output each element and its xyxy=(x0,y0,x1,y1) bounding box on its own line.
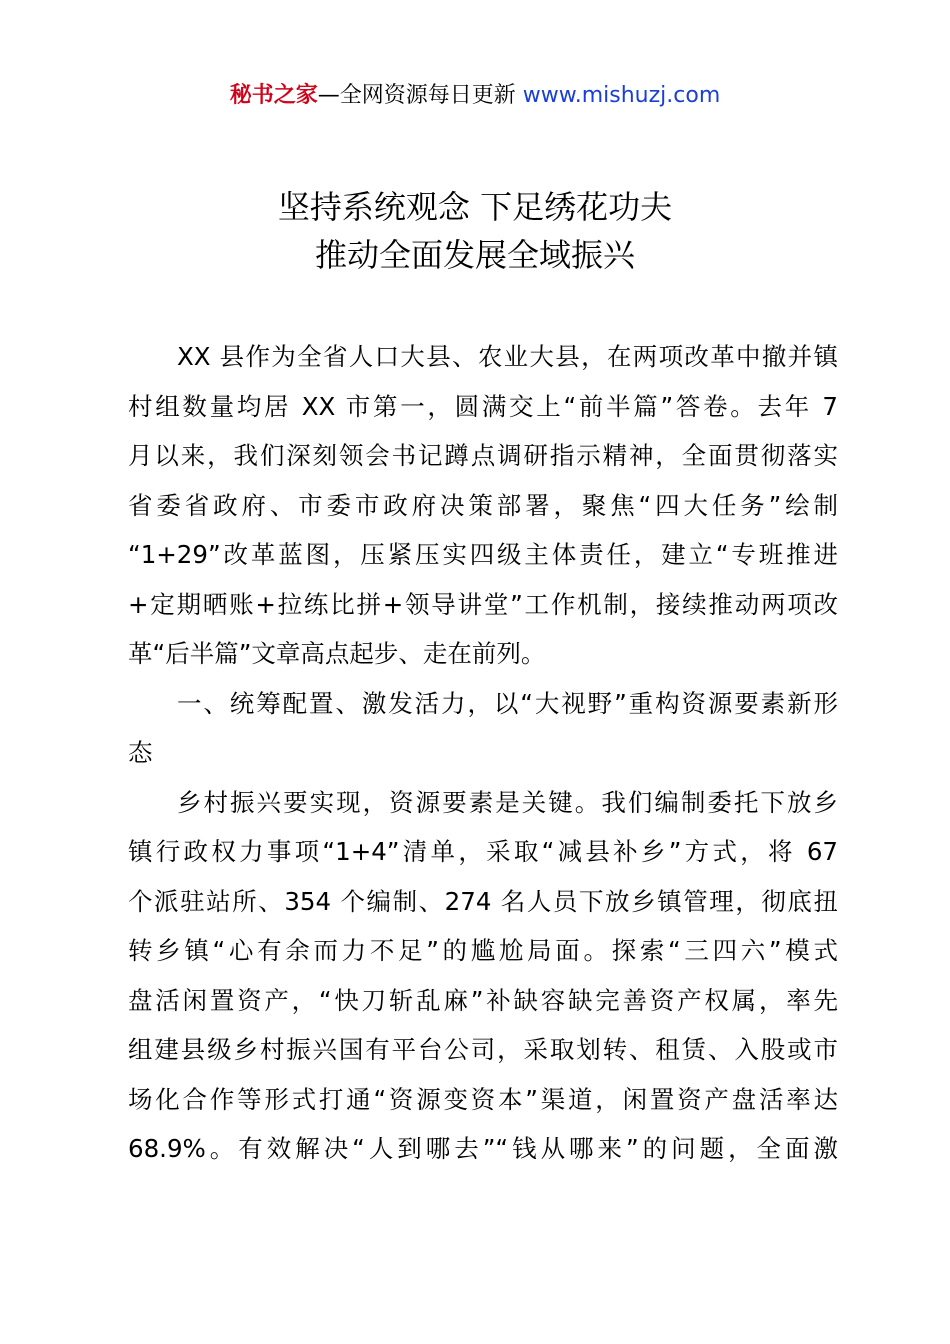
document-title-line-2: 推动全面发展全域振兴 xyxy=(314,236,635,274)
section-heading-line: 一、统筹配置、激发活力，以“大视野”重构资源要素新形 xyxy=(177,688,838,718)
paragraph-1-line: 省委省政府、市委市政府决策部署，聚焦“四大任务”绘制 xyxy=(128,490,838,520)
paragraph-2-line: 转乡镇“心有余而力不足”的尴尬局面。探索“三四六”模式 xyxy=(128,936,838,965)
paragraph-2-line: 盘活闲置资产，“快刀斩乱麻”补缺容缺完善资产权属，率先 xyxy=(128,985,838,1015)
site-banner xyxy=(0,80,950,112)
site-url-link[interactable]: www.mishuzj.com xyxy=(522,83,721,108)
paragraph-1-line: XX 县作为全省人口大县、农业大县，在两项改革中撤并镇 xyxy=(177,342,838,371)
paragraph-2-line: 乡村振兴要实现，资源要素是关键。我们编制委托下放乡 xyxy=(177,787,838,817)
section-heading-line: 态 xyxy=(128,738,153,767)
paragraph-1-line: 村组数量均居 XX 市第一，圆满交上“前半篇”答卷。去年 7 xyxy=(128,391,838,421)
paragraph-2-line: 个派驻站所、354 个编制、274 名人员下放乡镇管理，彻底扭 xyxy=(128,886,838,916)
site-slogan: —全网资源每日更新 xyxy=(317,83,523,108)
paragraph-1-line: “1+29”改革蓝图，压紧压实四级主体责任，建立“专班推进 xyxy=(128,540,838,569)
paragraph-1-line: 月以来，我们深刻领会书记蹲点调研指示精神，全面贯彻落实 xyxy=(128,441,838,470)
site-brand: 秘书之家 xyxy=(229,83,318,108)
paragraph-2-line: 场化合作等形式打通“资源变资本”渠道，闲置资产盘活率达 xyxy=(128,1084,838,1114)
document-body xyxy=(128,332,838,1174)
paragraph-2-line: 68.9%。有效解决“人到哪去”“钱从哪来”的问题，全面激 xyxy=(128,1134,838,1163)
paragraph-2-line: 镇行政权力事项“1+4”清单，采取“减县补乡”方式，将 67 xyxy=(128,837,838,866)
paragraph-2-line: 组建县级乡村振兴国有平台公司，采取划转、租赁、入股或市 xyxy=(128,1035,838,1064)
paragraph-1-line: 革“后半篇”文章高点起步、走在前列。 xyxy=(128,639,546,668)
document-title-line-1: 坚持系统观念 下足绣花功夫 xyxy=(277,188,673,226)
paragraph-1-line: +定期晒账+拉练比拼+领导讲堂”工作机制，接续推动两项改 xyxy=(128,589,838,619)
